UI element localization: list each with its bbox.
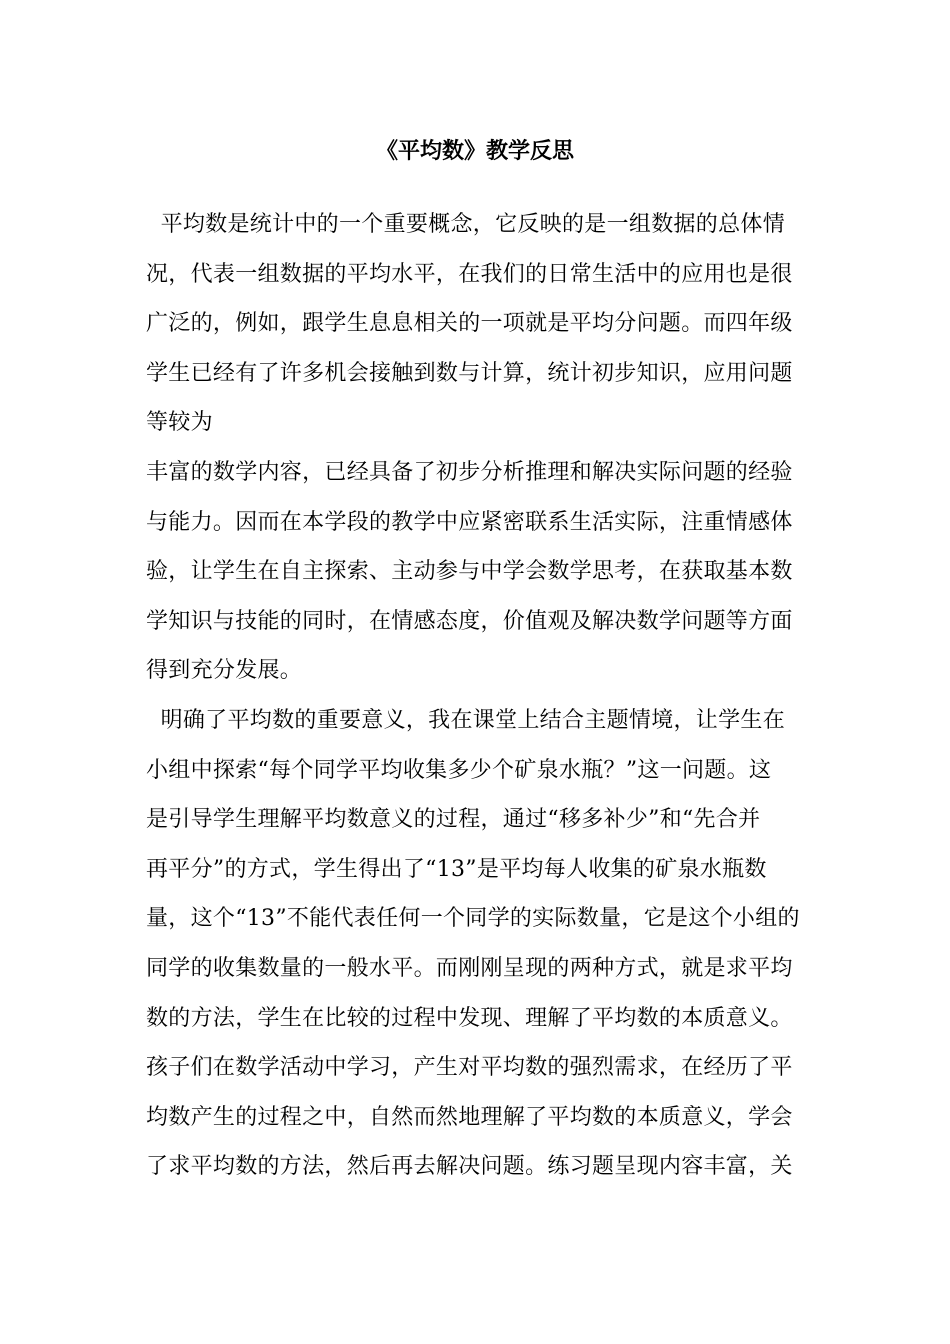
body-line: 量，这个“13”不能代表任何一个同学的实际数量，它是这个小组的	[146, 906, 800, 932]
body-line: 同学的收集数量的一般水平。而刚刚呈现的两种方式，就是求平均	[146, 955, 793, 981]
body-line: 学生已经有了许多机会接触到数与计算，统计初步知识，应用问题	[146, 360, 793, 386]
body-line: 与能力。因而在本学段的教学中应紧密联系生活实际，注重情感体	[146, 509, 793, 535]
body-line: 学知识与技能的同时，在情感态度，价值观及解决数学问题等方面	[146, 608, 793, 634]
body-line: 得到充分发展。	[146, 658, 303, 684]
document-body	[146, 204, 806, 1196]
body-line: 孩子们在数学活动中学习，产生对平均数的强烈需求，在经历了平	[146, 1055, 793, 1081]
body-line: 小组中探索“每个同学平均收集多少个矿泉水瓶？”这一问题。这	[146, 757, 772, 783]
body-line: 了求平均数的方法，然后再去解决问题。练习题呈现内容丰富，关	[146, 1154, 793, 1180]
body-line: 再平分”的方式，学生得出了“13”是平均每人收集的矿泉水瓶数	[146, 856, 767, 882]
document-title: 《平均数》教学反思	[375, 139, 574, 164]
body-line: 况，代表一组数据的平均水平，在我们的日常生活中的应用也是很	[146, 261, 793, 287]
body-line: 广泛的，例如，跟学生息息相关的一项就是平均分问题。而四年级	[146, 311, 793, 337]
body-line: 等较为	[146, 410, 213, 436]
body-line: 平均数是统计中的一个重要概念，它反映的是一组数据的总体情	[146, 212, 785, 237]
body-line: 均数产生的过程之中，自然而然地理解了平均数的本质意义，学会	[146, 1104, 793, 1130]
body-line: 数的方法，学生在比较的过程中发现、理解了平均数的本质意义。	[146, 1005, 793, 1031]
body-line: 明确了平均数的重要意义，我在课堂上结合主题情境，让学生在	[146, 707, 785, 733]
body-line: 是引导学生理解平均数意义的过程，通过“移多补少”和“先合并	[146, 807, 761, 833]
body-line: 丰富的数学内容，已经具备了初步分析推理和解决实际问题的经验	[146, 459, 793, 485]
body-line: 验，让学生在自主探索、主动参与中学会数学思考，在获取基本数	[146, 559, 793, 585]
